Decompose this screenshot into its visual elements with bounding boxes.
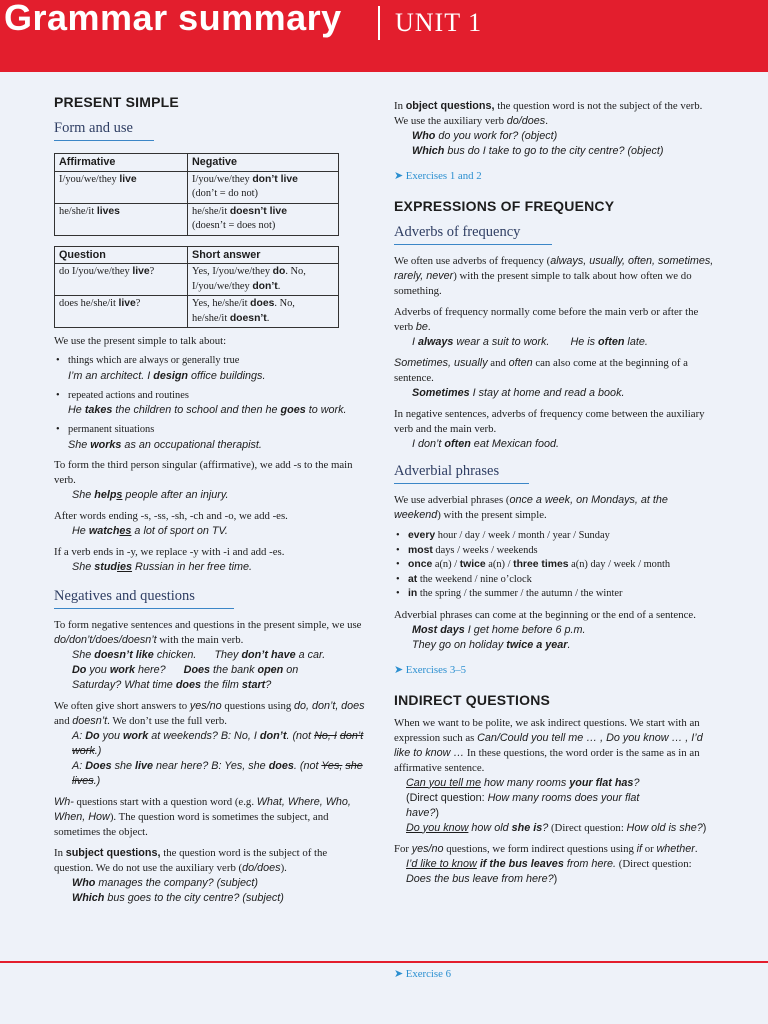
example-line: Most days I get home before 6 p.m. They go on holiday twice a year. — [412, 623, 586, 651]
table-row: I/you/we/they live I/you/we/they don’t live (don’t = do not) — [55, 171, 339, 203]
title-divider — [378, 6, 380, 40]
exercise-6-link[interactable]: ➤ Exercise 6 — [394, 968, 452, 980]
list-item: • most days / weeks / weekends — [394, 544, 714, 559]
adverbs-beginning-rule: Sometimes, usually and often can also come at the beginning of a sentence. — [394, 357, 688, 384]
example-line: She helps people after an injury. — [72, 488, 229, 501]
uses-list — [54, 354, 369, 453]
list-item: • repeated actions and routines He takes the children to school and then he goes to work. — [54, 389, 369, 419]
footer-divider — [0, 961, 768, 963]
list-item: • things which are always or generally true I’m an architect. I design office buildings. — [54, 354, 369, 384]
subheading-negatives-and-questions: Negatives and questions — [54, 588, 234, 609]
section-heading-frequency: EXPRESSIONS OF FREQUENCY — [394, 198, 615, 214]
exercises-link-3-5[interactable]: ➤ Exercises 3–5 — [394, 663, 467, 676]
example-line: Which bus do I take to go to the city centre? (object) — [412, 145, 664, 157]
es-rule: After words ending -s, -ss, -sh, -ch and -o, we add -es. — [54, 509, 288, 522]
list-item: • permanent situations She works as an occupational therapist. — [54, 423, 369, 453]
subheading-form-and-use: Form and use — [54, 120, 154, 141]
wh-questions-rule: Wh- questions start with a question word (e.g. What, Where, Who, When, How). The question word is sometimes the subject, and sometimes the object. — [54, 795, 351, 838]
uses-intro: We use the present simple to talk about: — [54, 335, 227, 347]
question-short-answer-table — [54, 246, 339, 329]
example-line: Which bus goes to the city centre? (subject) — [72, 891, 284, 904]
adverbs-negative-rule: In negative sentences, adverbs of frequency come between the auxiliary verb and the main verb. — [394, 408, 705, 435]
short-answers-rule: We often give short answers to yes/no questions using do, don’t, does and doesn’t. We don’t use the full verb. — [54, 699, 365, 727]
table-row: he/she/it lives he/she/it doesn’t live (doesn’t = does not) — [55, 203, 339, 235]
subheading-adverbs-of-frequency: Adverbs of frequency — [394, 224, 552, 245]
subheading-adverbial-phrases: Adverbial phrases — [394, 463, 529, 484]
example-line: I always wear a suit to work. He is often late. — [412, 336, 648, 348]
table-header: Short answer — [188, 246, 339, 264]
exercises-link-1-2[interactable]: ➤ Exercises 1 and 2 — [394, 170, 482, 182]
example-line: Saturday? What time does the film start? — [72, 678, 272, 691]
example-line: I don’t often eat Mexican food. — [412, 438, 560, 450]
example-line: (Direct question: How many rooms does your flat have?) — [406, 791, 640, 819]
table-row: do I/you/we/they live? Yes, I/you/we/they do. No, I/you/we/they don’t. — [55, 264, 339, 296]
example-line: Do you work here? Does the bank open on — [72, 663, 299, 676]
page-title: Grammar summary — [4, 0, 342, 38]
section-heading-indirect-questions: INDIRECT QUESTIONS — [394, 691, 551, 708]
yes-no-indirect-rule: For yes/no questions, we form indirect questions using if or whether. — [394, 842, 698, 855]
list-item: • every hour / day / week / month / year / Sunday — [394, 529, 714, 544]
indirect-intro: When we want to be polite, we ask indirect questions. We start with an expression such as Can/Could you tell me … , Do you know … , I’d like to know … In these questions, the word order is the same as in an affirmative sentence. — [394, 716, 703, 774]
example-line: She studies Russian in her free time. — [72, 560, 253, 573]
example-line: Who do you work for? (object) — [412, 130, 558, 142]
example-line: He watches a lot of sport on TV. — [72, 524, 228, 537]
list-item: • once a(n) / twice a(n) / three times a(n) day / week / month — [394, 558, 714, 573]
adverbial-position-rule: Adverbial phrases can come at the beginning or the end of a sentence. — [394, 608, 696, 621]
negatives-intro: To form negative sentences and questions in the present simple, we use do/don’t/does/doesn’t with the main verb. — [54, 618, 362, 646]
unit-label: UNIT 1 — [395, 8, 483, 37]
adverbial-list — [394, 529, 714, 602]
table-header: Affirmative — [55, 154, 188, 172]
header-banner — [0, 0, 768, 72]
section-heading-present-simple: PRESENT SIMPLE — [54, 94, 179, 110]
example-line: A: Does she live near here? B: Yes, she does. (not Yes, she lives.) — [72, 759, 363, 787]
example-line: Sometimes I stay at home and read a book. — [412, 387, 625, 399]
list-item: • in the spring / the summer / the autumn / the winter — [394, 587, 714, 602]
example-line: Who manages the company? (subject) — [72, 876, 259, 889]
left-column — [54, 90, 369, 906]
adverbs-intro: We often use adverbs of frequency (always, usually, often, sometimes, rarely, never) with the present simple to talk about how often we do something. — [394, 255, 714, 297]
right-column — [394, 90, 714, 887]
list-item: • at the weekend / nine o’clock — [394, 573, 714, 588]
example-line: A: Do you work at weekends? B: No, I don’t. (not No, I don’t work.) — [72, 729, 364, 757]
example-line: Can you tell me how many rooms your flat has? — [406, 776, 640, 789]
table-row: does he/she/it live? Yes, he/she/it does. No, he/she/it doesn’t. — [55, 296, 339, 328]
y-rule: If a verb ends in -y, we replace -y with -i and add -es. — [54, 545, 285, 558]
third-person-rule: To form the third person singular (affirmative), we add -s to the main verb. — [54, 458, 353, 486]
adverbial-intro: We use adverbial phrases (once a week, on Mondays, at the weekend) with the present simple. — [394, 494, 668, 521]
affirmative-negative-table — [54, 153, 339, 236]
example-line: She doesn’t like chicken. They don’t have a car. — [72, 648, 326, 661]
adverbs-position-rule: Adverbs of frequency normally come before the main verb or after the verb be. — [394, 306, 699, 333]
object-questions-rule: In object questions, the question word is not the subject of the verb. We use the auxiliary verb do/does. — [394, 100, 703, 127]
table-header: Question — [55, 246, 188, 264]
table-header: Negative — [188, 154, 339, 172]
example-line: Do you know how old she is? (Direct question: How old is she?) — [406, 821, 707, 834]
subject-questions-rule: In subject questions, the question word is the subject of the question. We do not use the auxiliary verb (do/does). — [54, 846, 328, 874]
example-line: I’d like to know if the bus leaves from here. (Direct question: Does the bus leave from here?) — [406, 857, 692, 885]
